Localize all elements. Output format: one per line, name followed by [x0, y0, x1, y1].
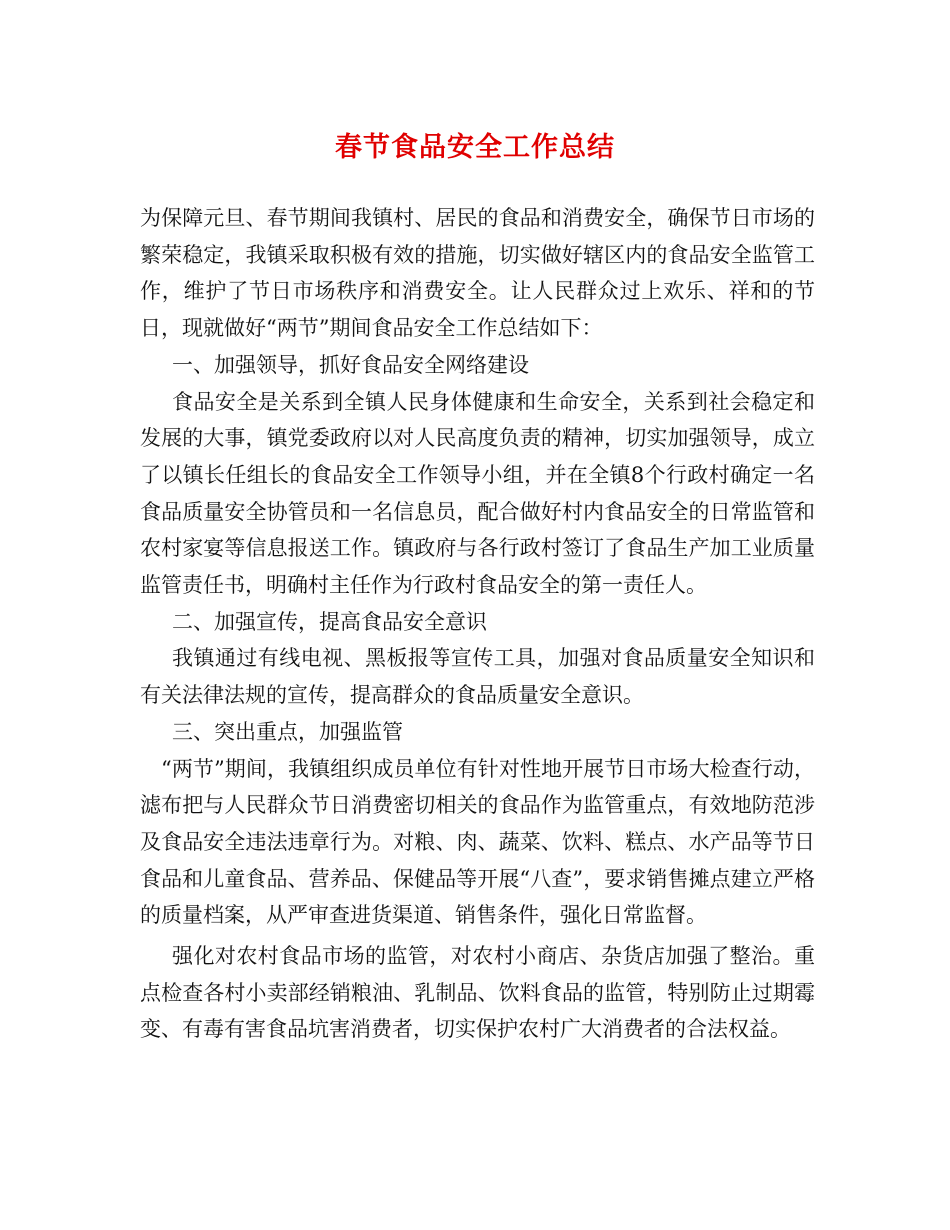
body-paragraph: “两节”期间，我镇组织成员单位有针对性地开展节日市场大检查行动，滤布把与人民群众节日消费密切相关的食品作为监管重点，有效地防范涉及食品安全违法违章行为。对粮、肉、蔬菜、饮料、糕点、水产品等节日食品和儿童食品、营养品、保健品等开展“八查”，要求销售摊点建立严格的质量档案，从严审查进货渠道、销售条件，强化日常监督。 — [140, 756, 815, 928]
section-heading-1: 一、加强领导，抓好食品安全网络建设 — [172, 352, 529, 377]
body-paragraph: 我镇通过有线电视、黑板报等宣传工具，加强对食品质量安全知识和有关法律法规的宣传，提高群众的食品质量安全意识。 — [140, 646, 815, 708]
intro-paragraph: 为保障元旦、春节期间我镇村、居民的食品和消费安全，确保节日市场的繁荣稳定，我镇采取积极有效的措施，切实做好辖区内的食品安全监管工作，维护了节日市场秩序和消费安全。让人民群众过上欢乐、祥和的节日，现就做好“两节”期间食品安全工作总结如下： — [140, 206, 815, 341]
section-heading-2: 二、加强宣传，提高食品安全意识 — [172, 609, 487, 634]
body-paragraph: 强化对农村食品市场的监管，对农村小商店、杂货店加强了整治。重点检查各村小卖部经销粮油、乳制品、饮料食品的监管，特别防止过期霉变、有毒有害食品坑害消费者，切实保护农村广大消费者的合法权益。 — [140, 944, 815, 1042]
section-heading-3: 三、突出重点，加强监管 — [172, 719, 403, 744]
document-body — [140, 200, 815, 1048]
body-paragraph: 食品安全是关系到全镇人民身体健康和生命安全，关系到社会稳定和发展的大事，镇党委政府以对人民高度负责的精神，切实加强领导，成立了以镇长任组长的食品安全工作领导小组，并在全镇8个行政村确定一名食品质量安全协管员和一名信息员，配合做好村内食品安全的日常监管和农村家宴等信息报送工作。镇政府与各行政村签订了食品生产加工业质量监管责任书，明确村主任作为行政村食品安全的第一责任人。 — [140, 389, 815, 598]
document-title: 春节食品安全工作总结 — [335, 132, 615, 163]
